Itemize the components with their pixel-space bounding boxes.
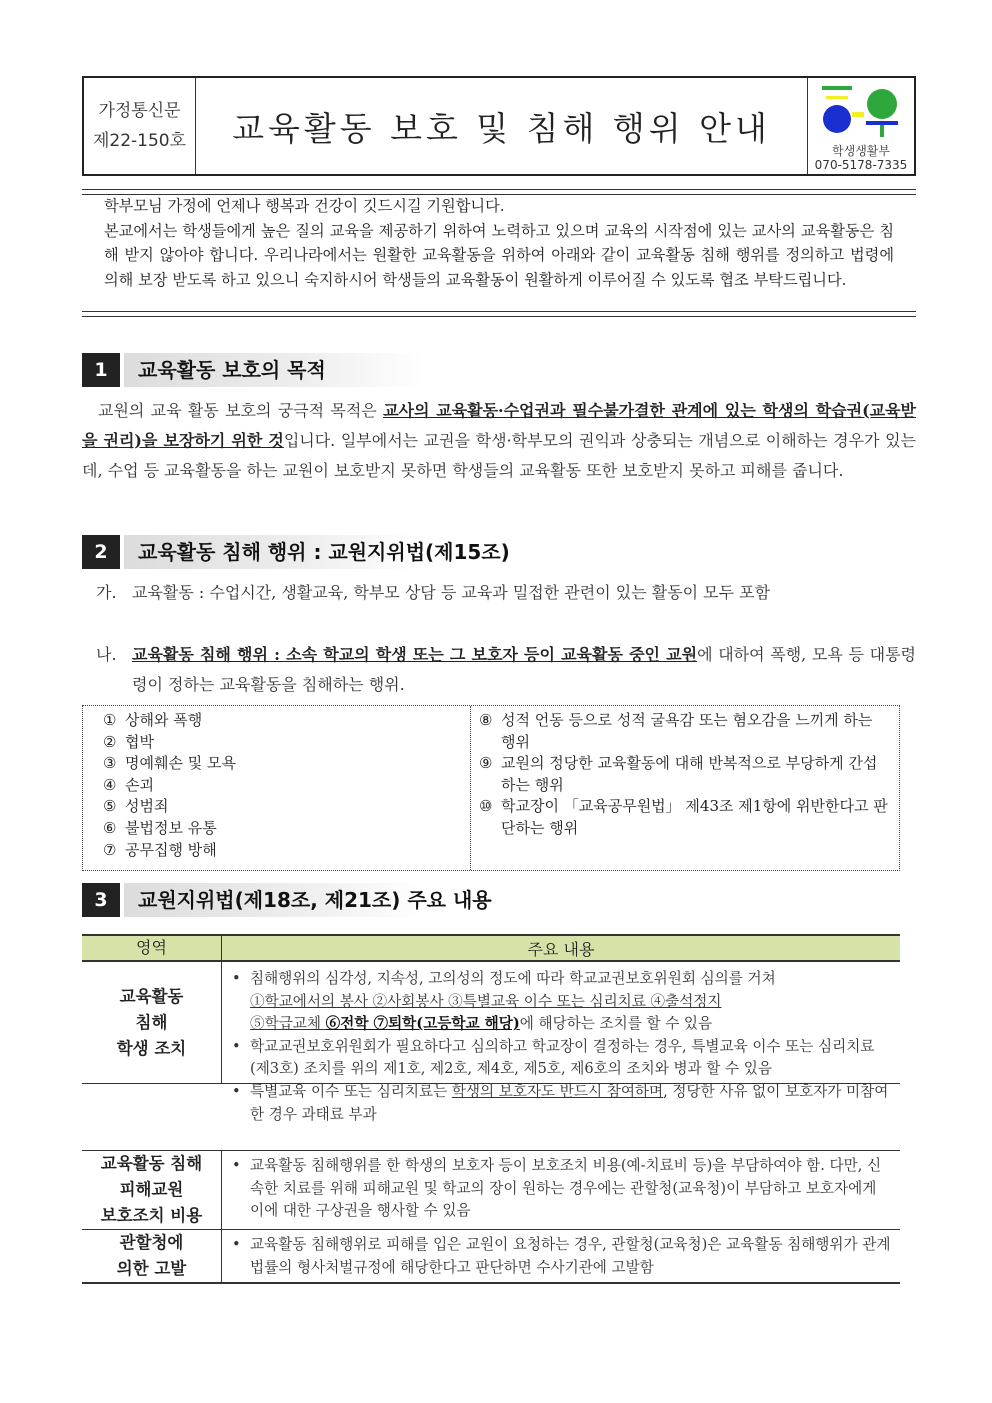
bullet-icon: • [232, 970, 241, 987]
row-3-bullets [230, 1234, 894, 1279]
list-item: ⑦ 공무집행 방해 [103, 840, 217, 859]
s1-pre: 교원의 교육 활동 보호의 궁극적 목적은 [98, 401, 384, 420]
bullet-icon: • [232, 1082, 241, 1100]
row-3-label: 관할청에 의한 고발 [82, 1230, 222, 1282]
bullet-item: • 교육활동 침해행위로 피해를 입은 교원이 요청하는 경우, 관할청(교육청)은 교육활동 침해행위가 관계 법률의 형사처벌규정에 해당한다고 판단하면 수사기관에 고발함 [232, 1236, 891, 1276]
row-2-content [222, 1151, 900, 1229]
na-label: 나. [96, 645, 117, 664]
section-2-number: 2 [82, 535, 120, 569]
ga-text: 교육활동 : 수업시간, 생활교육, 학부모 상담 등 교육과 밀접한 관련이 있는 활동이 모두 포함 [132, 583, 771, 602]
section-1-title: 교육활동 보호의 목적 [138, 358, 326, 382]
row-1-bullets [230, 968, 894, 1126]
bullet-item: • 교육활동 침해행위를 한 학생의 보호자 등이 보호조치 비용(예-치료비 등)을 부담하여야 함. 다만, 신속한 치료를 위해 피해교원 및 학교의 장이 원하는 경우에는 관할청(교육청)이 부담하고 보호자에게 이에 대한 구상권을 행사할 수 있음 [232, 1157, 882, 1220]
list-item: ⑥ 불법정보 유통 [103, 818, 217, 837]
bullet-item: • 학교교권보호위원회가 필요하다고 심의하고 학교장이 결정하는 경우, 특별교육 이수 또는 심리치료(제3호) 조치를 위의 제1호, 제2호, 제4호, 제5호, 제6호의 조치와 병과 할 수 있음 [232, 1037, 875, 1078]
section-3-header [82, 883, 916, 917]
list-item: ⑤ 성범죄 [103, 797, 169, 816]
doc-meta [84, 78, 196, 174]
section-1-paragraph [82, 396, 916, 486]
school-logo-area [808, 78, 914, 174]
na-underlined: 교육활동 침해 행위 : 소속 학교의 학생 또는 그 보호자 등이 교육활동 중인 교원 [132, 645, 698, 664]
list-divider [470, 706, 471, 870]
bullet-icon: • [232, 1037, 241, 1055]
table-row [82, 962, 900, 1123]
doc-number: 제22-150호 [92, 131, 187, 151]
section-2-item-na [96, 640, 916, 700]
row-1-content [222, 962, 900, 1123]
infringement-list-box [82, 705, 900, 871]
table-header-area: 영역 [82, 936, 222, 960]
na-text [132, 640, 916, 700]
page-title: 교육활동 보호 및 침해 행위 안내 [196, 78, 808, 174]
table-header-content: 주요 내용 [527, 939, 595, 959]
list-item: ① 상해와 폭행 [103, 711, 203, 729]
list-right [479, 710, 891, 840]
logo-green-bar [822, 86, 852, 90]
section-2-item-ga [96, 578, 916, 608]
list-item: ④ 손괴 [103, 775, 154, 794]
intro-body: 본교에서는 학생들에게 높은 질의 교육을 제공하기 위하여 노력하고 있으며 교육의 시작점에 있는 교사의 교육활동은 침해 받지 않아야 합니다. 우리나라에서는 원활한 교육활동을 위하여 아래와 같이 교육활동 침해 행위를 정의하고 법령에 의해 보장 받도록 하고 있으니 숙지하시어 학생들의 교육활동이 원활하게 이루어질 수 있도록 협조 부탁드립니다. [104, 221, 894, 289]
section-1-header [82, 353, 916, 387]
list-left [103, 710, 463, 861]
school-logo [820, 86, 902, 138]
s1-underlined: 교사의 교육활동·수업권과 필수불가결한 관계에 있는 학생의 학습권(교육받을 권리)을 보장하기 위한 것 [82, 401, 917, 450]
section-3-title: 교원지위법(제18조, 제21조) 주요 내용 [138, 888, 492, 912]
row-2-label: 교육활동 침해 피해교원 보호조치 비용 [82, 1151, 222, 1229]
list-item: ③ 명예훼손 및 모욕 [103, 754, 236, 773]
ga-label: 가. [96, 583, 117, 602]
dept-phone: 070-5178-7335 [814, 158, 908, 172]
na-post: 에 대하여 폭행, 모욕 등 대통령령이 정하는 교육활동을 침해하는 행위. [132, 645, 916, 694]
logo-blue-circle [823, 105, 851, 133]
bullet-item: • 침해행위의 심각성, 지속성, 고의성의 정도에 따라 학교교권보호위원회 심의를 거쳐 ①학교에서의 봉사 ②사회봉사 ③특별교육 이수 또는 심리치료 ④출석정지 ⑤학급교체 ⑥전학 ⑦퇴학(고등학교 해당)에 해당하는 조치를 할 수 있음 [232, 970, 776, 1033]
s1-post: 입니다. 일부에서는 교권을 학생·학부모의 권익과 상충되는 개념으로 이해하는 경우가 있는데, 수업 등 교육활동을 하는 교원이 보호받지 못하면 학생들의 교육활동 또한 보호받지 못하고 피해를 줍니다. [82, 431, 916, 480]
bullet-item: • 특별교육 이수 또는 심리치료는 학생의 보호자도 반드시 참여하며, 정당한 사유 없이 보호자가 미참여한 경우 과태료 부과 [232, 1082, 889, 1123]
logo-blue-bar [866, 121, 898, 125]
dept-name: 학생생활부 [832, 144, 890, 158]
logo-yellow-bar [826, 96, 848, 99]
intro-bottom-rule [82, 311, 916, 317]
section-2-title: 교육활동 침해 행위 : 교원지위법(제15조) [138, 540, 510, 564]
intro-text [104, 194, 894, 292]
row-2-bullets [230, 1155, 894, 1223]
doc-type: 가정통신문 [98, 101, 181, 121]
bullet-icon: • [232, 1157, 241, 1174]
list-item: ② 협박 [103, 732, 154, 751]
table-row [82, 1150, 900, 1230]
table-row [82, 1230, 900, 1284]
section-3-number: 3 [82, 883, 120, 917]
section-1-number: 1 [82, 353, 120, 387]
row-1-label: 교육활동 침해 학생 조치 [82, 962, 222, 1083]
header-box [82, 76, 916, 176]
logo-green-stem [880, 125, 884, 137]
row-3-content [222, 1230, 900, 1282]
table-header-row [82, 934, 900, 962]
logo-green-circle [867, 89, 897, 119]
list-item: ⑩ 학교장이 「교육공무원법」 제43조 제1항에 위반한다고 판단하는 행위 [479, 797, 888, 837]
list-item: ⑧ 성적 언동 등으로 성적 굴욕감 또는 혐오감을 느끼게 하는 행위 [479, 711, 873, 751]
logo-yellow-dash [852, 112, 864, 117]
bullet-icon: • [232, 1236, 241, 1253]
list-item: ⑨ 교원의 정당한 교육활동에 대해 반복적으로 부당하게 간섭하는 행위 [479, 754, 878, 794]
intro-greeting: 학부모님 가정에 언제나 행복과 건강이 깃드시길 기원합니다. [104, 197, 505, 215]
section-2-header [82, 535, 916, 569]
